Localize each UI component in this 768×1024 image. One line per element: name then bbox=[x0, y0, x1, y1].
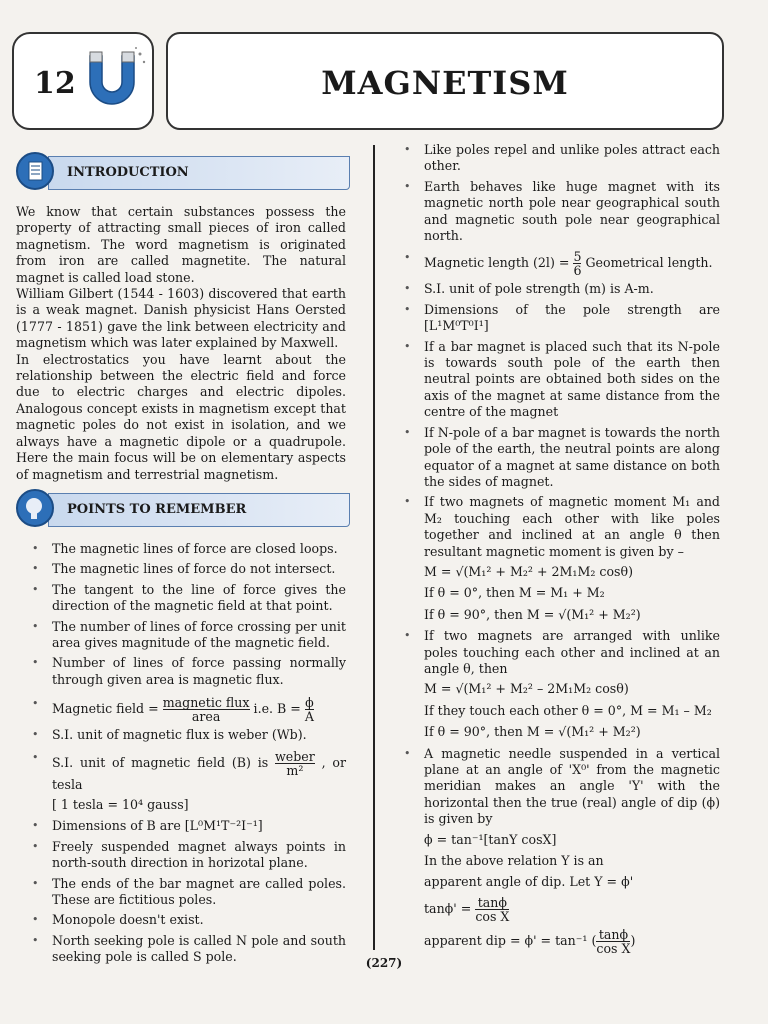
points-list-right bbox=[400, 142, 720, 955]
equation: If they touch each other θ = 0°, M = M₁ – M₂ bbox=[424, 702, 712, 718]
equation: If θ = 90°, then M = √(M₁² + M₂²) bbox=[424, 724, 641, 740]
introduction-header bbox=[16, 152, 346, 194]
chapter-badge bbox=[12, 32, 154, 130]
introduction-heading: INTRODUCTION bbox=[67, 165, 189, 180]
intro-paragraph: We know that certain substances possess the property of attracting small pieces of iron called magnetism. The word magnetism is originated from iron are called magnetite. The natural magnet is called load stone. bbox=[16, 204, 346, 285]
list-item: • The ends of the bar magnet are called poles. These are fictitious poles. bbox=[28, 876, 346, 909]
equation: ϕ = tan⁻¹[tanY cosX] bbox=[424, 831, 557, 847]
tesla-gauss-note: [ 1 tesla = 10⁴ gauss] bbox=[52, 796, 189, 812]
equation: M = √(M₁² + M₂² + 2M₁M₂ cosθ) bbox=[424, 563, 633, 579]
list-item: • The number of lines of force crossing per unit area gives magnitude of the magnetic field. bbox=[28, 619, 346, 652]
equation: tanϕ' = $\frac{\tan\phi}{\text{cos X}}$ bbox=[424, 894, 510, 924]
equation: M = √(M₁² + M₂² – 2M₁M₂ cosθ) bbox=[424, 681, 629, 697]
right-column bbox=[400, 142, 720, 960]
list-item: • If two magnets are arranged with unlike poles touching each other and inclined at an angle θ, then bbox=[400, 628, 720, 677]
list-item: • North seeking pole is called N pole and south seeking pole is called S pole. bbox=[28, 933, 346, 966]
equation: In the above relation Y is an bbox=[424, 853, 604, 869]
points-header bbox=[16, 489, 346, 531]
list-item: • If a bar magnet is placed such that its N-pole is towards south pole of the earth then neutral points are obtained both sides on the axis of the magnet at same distance from the centre of the magnet bbox=[400, 339, 720, 421]
list-item: • Monopole doesn't exist. bbox=[28, 912, 346, 928]
points-heading: POINTS TO REMEMBER bbox=[67, 501, 247, 517]
chapter-title-box bbox=[166, 32, 724, 130]
list-item: • The magnetic lines of force are closed loops. bbox=[28, 541, 346, 557]
list-item-magnetic-field: • Magnetic field = $\frac{\text{magnetic flux}}{\text{area}}$ i.e. B = $\frac{\phi}{A}$ bbox=[28, 696, 346, 723]
equation: apparent angle of dip. Let Y = ϕ' bbox=[424, 874, 634, 890]
list-item: • If two magnets of magnetic moment M₁ and M₂ touching each other with like poles together and inclined at an angle θ then resultant magnetic moment is given by – bbox=[400, 494, 720, 560]
equation: apparent dip = ϕ' = tan⁻¹ ( $\frac{\tan\phi}{\text{cos X}}$ ) bbox=[424, 926, 636, 956]
list-item: • The magnetic lines of force do not intersect. bbox=[28, 561, 346, 577]
list-item: • If N-pole of a bar magnet is towards the north pole of the earth, the neutral points are along equator of a magnet at same distance on both the sides of magnet. bbox=[400, 425, 720, 491]
list-item-magnetic-length: • Magnetic length (2l) = $\frac{5}{6}$ Geometrical length. bbox=[400, 250, 720, 277]
list-item: • Number of lines of force passing normally through given area is magnetic flux. bbox=[28, 655, 346, 688]
chapter-title: MAGNETISM bbox=[321, 64, 569, 102]
head-icon bbox=[16, 489, 54, 527]
list-item: • S.I. unit of pole strength (m) is A-m. bbox=[400, 281, 720, 297]
intro-paragraph: William Gilbert (1544 - 1603) discovered that earth is a weak magnet. Danish physicist Hans Oersted (1777 - 1851) gave the link between electricity and magnetism which was later explained by Maxwell. bbox=[16, 286, 346, 351]
intro-paragraph: In electrostatics you have learnt about the relationship between the electric field and force due to electric charges and electric dipoles. Analogous concept exists in magnetism except that magnetic poles do not exist in isolation, and we always have a magnetic dipole or a quadrupole. Here the main focus will be on elementary aspects of magnetism and terrestrial magnetism. bbox=[16, 351, 346, 482]
list-item: • S.I. unit of magnetic flux is weber (Wb). bbox=[28, 727, 346, 743]
left-column bbox=[16, 152, 346, 970]
list-item: • Earth behaves like huge magnet with its magnetic north pole near geographical south and magnetic south pole near geographical north. bbox=[400, 179, 720, 245]
list-item: • Like poles repel and unlike poles attract each other. bbox=[400, 142, 720, 175]
chapter-number: 12 bbox=[34, 66, 76, 101]
book-icon bbox=[16, 152, 54, 190]
list-item: • The tangent to the line of force gives the direction of the magnetic field at that point. bbox=[28, 582, 346, 615]
page-number: (227) bbox=[365, 956, 403, 970]
horseshoe-magnet-icon bbox=[76, 44, 148, 116]
list-item: • Freely suspended magnet always points in north-south direction in horizotal plane. bbox=[28, 839, 346, 872]
list-item-si-field: • S.I. unit of magnetic field (B) is $\frac{\text{weber}}{\text{m²}}$ , or tesla bbox=[28, 750, 346, 793]
equation: If θ = 0°, then M = M₁ + M₂ bbox=[424, 585, 605, 601]
points-list-left bbox=[16, 541, 346, 966]
list-item: • Dimensions of B are [L⁰M¹T⁻²I⁻¹] bbox=[28, 818, 346, 834]
column-divider bbox=[373, 145, 375, 950]
list-item: • A magnetic needle suspended in a vertical plane at an angle of 'X⁰' from the magnetic meridian makes an angle 'Y' with the horizontal then the true (real) angle of dip (ϕ) is given by bbox=[400, 746, 720, 828]
equation: If θ = 90°, then M = √(M₁² + M₂²) bbox=[424, 606, 641, 622]
list-item: • Dimensions of the pole strength are [L¹M⁰T⁰I¹] bbox=[400, 302, 720, 335]
